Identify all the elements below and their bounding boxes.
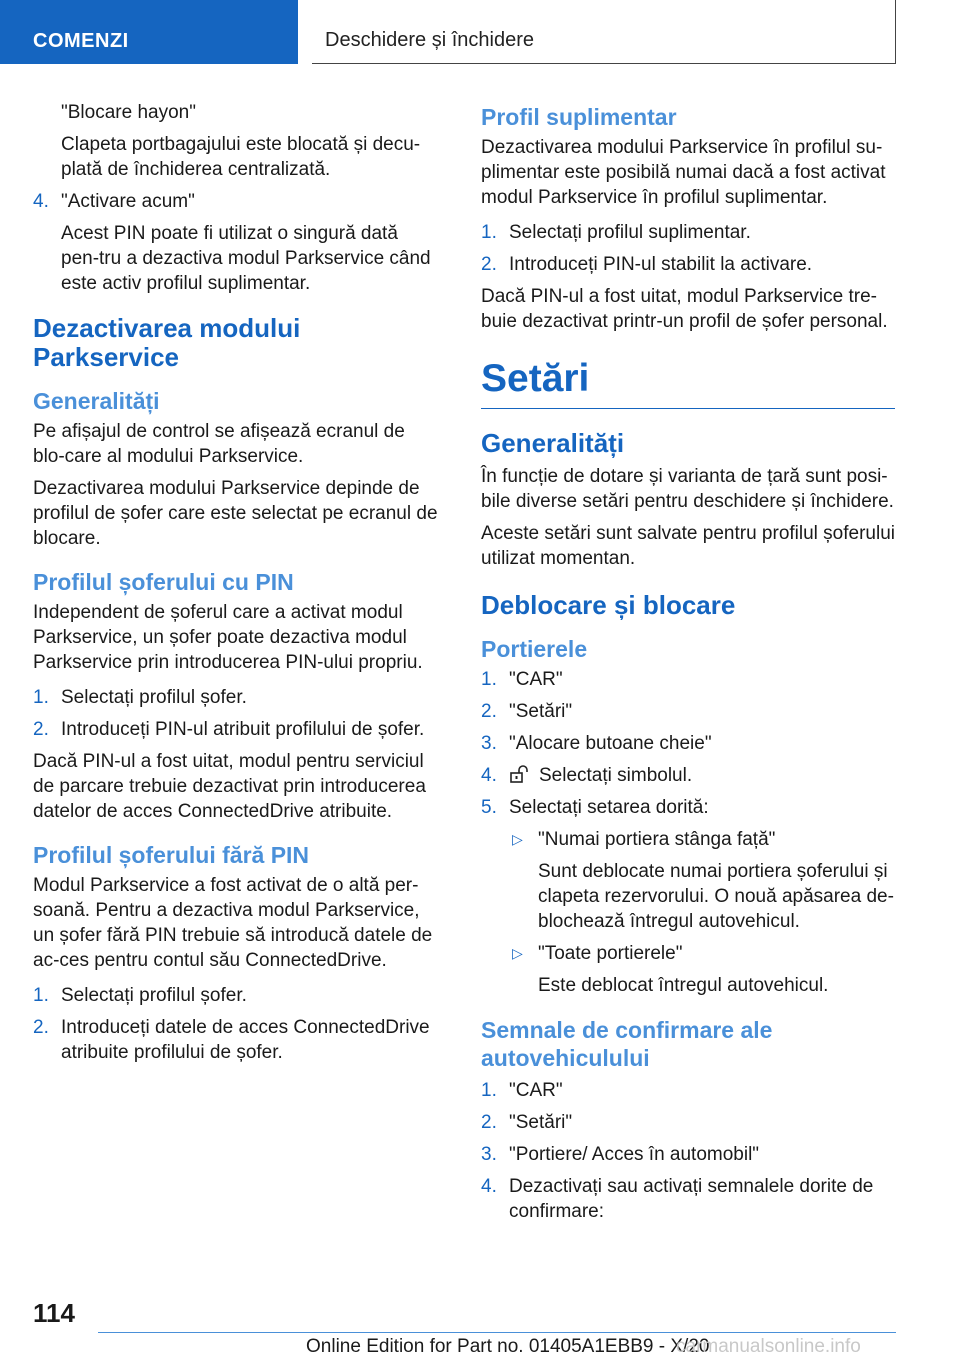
list-item bbox=[481, 1174, 895, 1224]
list-text: "Setări" bbox=[509, 701, 573, 722]
heading-doors: Portierele bbox=[481, 636, 588, 662]
list-text: "Activare acum" bbox=[61, 191, 195, 212]
footer-divider bbox=[98, 1332, 896, 1333]
left-column bbox=[33, 100, 441, 1072]
list-number: 1. bbox=[33, 687, 49, 708]
list-text: "Alocare butoane cheie" bbox=[509, 733, 712, 754]
sub-list-item bbox=[481, 827, 895, 852]
list-item bbox=[33, 685, 441, 710]
list-text: "CAR" bbox=[509, 669, 563, 690]
paragraph: În funcție de dotare și varianta de țară sunt posi-bile diverse setări pentru deschidere și închidere. bbox=[481, 466, 894, 512]
heading-additional-profile: Profil suplimentar bbox=[481, 104, 677, 130]
unlock-icon bbox=[509, 765, 531, 783]
list-text: "Setări" bbox=[509, 1112, 573, 1133]
watermark: carmanualsonline.info bbox=[676, 1336, 861, 1357]
list-number: 4. bbox=[481, 765, 497, 786]
list-number: 2. bbox=[481, 1112, 497, 1133]
list-number: 4. bbox=[33, 191, 49, 212]
paragraph: Clapeta portbagajului este blocată și decu-plată de închiderea centralizată. bbox=[61, 134, 421, 180]
paragraph: Dacă PIN-ul a fost uitat, modul Parkservice tre-buie dezactivat printr-un profil de șofer personal. bbox=[481, 286, 888, 332]
sub-list-text: "Toate portierele" bbox=[538, 943, 683, 964]
list-item bbox=[481, 699, 895, 724]
list-text: Selectați profilul șofer. bbox=[61, 687, 247, 708]
right-column bbox=[481, 100, 895, 1231]
list-number: 2. bbox=[481, 254, 497, 275]
list-number: 2. bbox=[33, 719, 49, 740]
paragraph: Acest PIN poate fi utilizat o singură dată pen-tru a dezactiva modul Parkservice când este activ profilul suplimentar. bbox=[61, 223, 431, 294]
list-text: Dezactivați sau activați semnalele dorite de confirmare: bbox=[509, 1176, 874, 1222]
list-item bbox=[481, 252, 895, 277]
paragraph: Modul Parkservice a fost activat de o altă per-soană. Pentru a dezactiva modul Parkservice, un șofer fără PIN trebuie să introducă datele de ac-ces pentru contul său ConnectedDrive. bbox=[33, 875, 433, 971]
list-number: 3. bbox=[481, 733, 497, 754]
paragraph: Aceste setări sunt salvate pentru profilul șoferului utilizat momentan. bbox=[481, 523, 895, 569]
heading-unlock-lock: Deblocare și blocare bbox=[481, 590, 736, 620]
heading-confirmation-signals: Semnale de confirmare ale autovehiculului bbox=[481, 1017, 773, 1071]
list-item bbox=[33, 717, 441, 742]
chapter-header bbox=[312, 0, 896, 64]
list-text: "CAR" bbox=[509, 1080, 563, 1101]
list-item bbox=[481, 795, 895, 820]
list-item bbox=[481, 1142, 895, 1167]
heading-settings: Setări bbox=[481, 356, 895, 409]
list-item bbox=[481, 1110, 895, 1135]
list-text: Introduceți datele de acces ConnectedDrive atribuite profilului de șofer. bbox=[61, 1017, 430, 1063]
heading-deactivate-parkservice: Dezactivarea modului Parkservice bbox=[33, 313, 301, 372]
list-number: 1. bbox=[481, 669, 497, 690]
edition-text: Online Edition for Part no. 01405A1EBB9 - X/20 bbox=[306, 1336, 710, 1357]
list-item bbox=[33, 983, 441, 1008]
paragraph: Independent de șoferul care a activat modul Parkservice, un șofer poate dezactiva modul Parkservice prin introducerea PIN-ului propriu. bbox=[33, 602, 423, 673]
list-number: 1. bbox=[481, 222, 497, 243]
list-number: 2. bbox=[481, 701, 497, 722]
list-item bbox=[481, 731, 895, 756]
list-item bbox=[481, 667, 895, 692]
list-number: 2. bbox=[33, 1017, 49, 1038]
list-number: 1. bbox=[481, 1080, 497, 1101]
list-text: Selectați setarea dorită: bbox=[509, 797, 709, 818]
heading-general: Generalități bbox=[481, 428, 625, 458]
list-item bbox=[481, 763, 895, 788]
heading-general: Generalități bbox=[33, 388, 160, 414]
section-title: COMENZI bbox=[33, 30, 129, 52]
list-item bbox=[33, 189, 441, 214]
chapter-title: Deschidere și închidere bbox=[325, 29, 534, 51]
paragraph: Pe afișajul de control se afișează ecranul de blo-care al modului Parkservice. bbox=[33, 421, 405, 467]
list-text: Introduceți PIN-ul stabilit la activare. bbox=[509, 254, 813, 275]
sub-list-text: "Numai portiera stânga față" bbox=[538, 829, 776, 850]
page-number: 114 bbox=[33, 1298, 75, 1328]
triangle-bullet-icon: ▷ bbox=[512, 945, 523, 961]
list-text-value: Selectați simbolul. bbox=[539, 765, 693, 786]
list-number: 4. bbox=[481, 1176, 497, 1197]
list-item bbox=[481, 220, 895, 245]
paragraph: "Blocare hayon" bbox=[61, 102, 196, 123]
paragraph: Este deblocat întregul autovehicul. bbox=[538, 975, 829, 996]
heading-profile-without-pin: Profilul șoferului fără PIN bbox=[33, 842, 310, 868]
heading-profile-with-pin: Profilul șoferului cu PIN bbox=[33, 569, 294, 595]
paragraph: Dezactivarea modului Parkservice în profilul su-plimentar este posibilă numai dacă a fost activat modul Parkservice în profilul suplimentar. bbox=[481, 137, 886, 208]
triangle-bullet-icon: ▷ bbox=[512, 831, 523, 847]
list-item bbox=[33, 1015, 441, 1065]
list-number: 3. bbox=[481, 1144, 497, 1165]
sub-list-item bbox=[481, 941, 895, 966]
list-text: Introduceți PIN-ul atribuit profilului de șofer. bbox=[61, 719, 425, 740]
paragraph: Dacă PIN-ul a fost uitat, modul pentru serviciul de parcare trebuie dezactivat prin introducerea datelor de acces ConnectedDrive atribuite. bbox=[33, 751, 426, 822]
section-tab bbox=[0, 0, 298, 64]
list-text: Selectați profilul șofer. bbox=[61, 985, 247, 1006]
paragraph: Sunt deblocate numai portiera șoferului și clapeta rezervorului. O nouă apăsarea de-blochează întregul autovehicul. bbox=[538, 861, 894, 932]
list-number: 5. bbox=[481, 797, 497, 818]
list-text: "Portiere/ Acces în automobil" bbox=[509, 1144, 760, 1165]
list-number: 1. bbox=[33, 985, 49, 1006]
paragraph: Dezactivarea modului Parkservice depinde de profilul de șofer care este selectat pe ecranul de blocare. bbox=[33, 478, 438, 549]
list-text bbox=[509, 763, 895, 788]
list-item bbox=[481, 1078, 895, 1103]
list-text: Selectați profilul suplimentar. bbox=[509, 222, 751, 243]
